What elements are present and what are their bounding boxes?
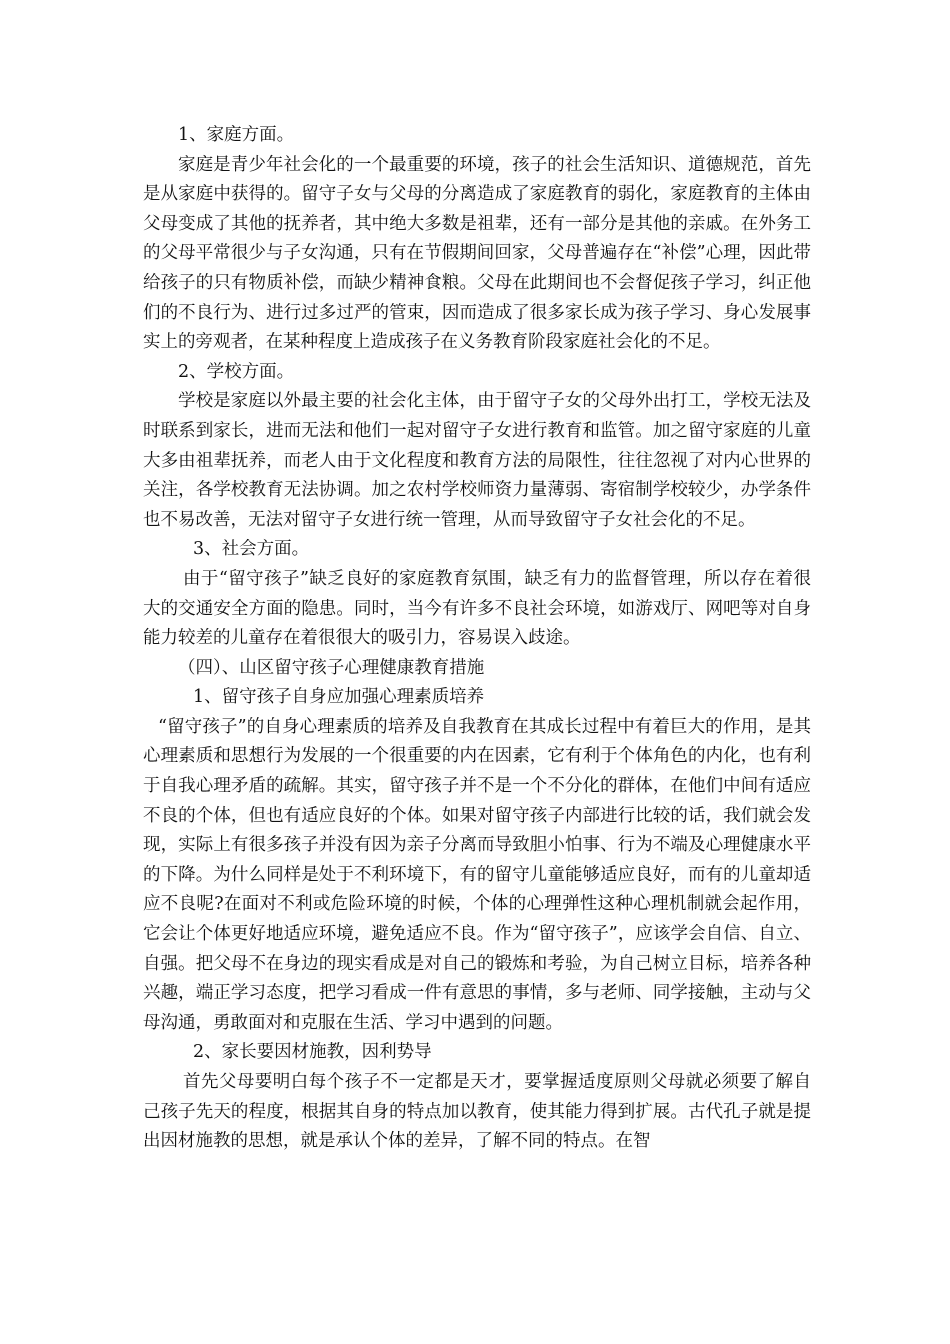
chapter-heading-measures: （四）、山区留守孩子心理健康教育措施 [178,657,485,678]
section-heading-family: 1、家庭方面。 [178,125,295,145]
section-heading-society: 3、社会方面。 [193,539,310,560]
paragraph-family: 家庭是青少年社会化的一个最重要的环境，孩子的社会生活知识、道德规范，首先是从家庭中获得的。留守子女与父母的分离造成了家庭教育的弱化，家庭教育的主体由父母变成了其他的抚养者，其中绝大多数是祖辈，还有一部分是其他的亲戚。在外务工的父母平常很少与子女沟通，只有在节假期间回家，父母普遍存在“补偿”心理，因此带给孩子的只有物质补偿，而缺少精神食粮。父母在此期间也不会督促孩子学习，纠正他们的不良行为、进行过多过严的管束，因而造成了很多家长成为孩子学习、身心发展事实上的旁观者，在某种程度上造成孩子在义务教育阶段家庭社会化的不足。 [143,154,811,353]
section-heading-school: 2、学校方面。 [178,361,295,382]
paragraph-parents: 首先父母要明白每个孩子不一定都是天才，要掌握适度原则父母就必须要了解自己孩子先天的程度，根据其自身的特点加以教育，使其能力得到扩展。古代孔子就是提出因材施教的思想，就是承认个体的差异，了解不同的特点。在智 [143,1072,811,1152]
paragraph-society: 由于“留守孩子”缺乏良好的家庭教育氛围，缺乏有力的监督管理，所以存在着很大的交通安全方面的隐患。同时，当今有许多不良社会环境，如游戏厅、网吧等对自身能力较差的儿童存在着很很大的吸引力，容易误入歧途。 [143,568,811,649]
paragraph-self-quality: “留守孩子”的自身心理素质的培养及自我教育在其成长过程中有着巨大的作用，是其心理素质和思想行为发展的一个很重要的内在因素，它有利于个体角色的内化，也有利于自我心理矛盾的疏解。其实，留守孩子并不是一个不分化的群体，在他们中间有适应不良的个体，但也有适应良好的个体。如果对留守孩子内部进行比较的话，我们就会发现，实际上有很多孩子并没有因为亲子分离而导致胆小怕事、行为不端及心理健康水平的下降。为什么同样是处于不利环境下，有的留守儿童能够适应良好，而有的儿童却适应不良呢?在面对不利或危险环境的时候，个体的心理弹性这种心理机制就会起作用，它会让个体更好地适应环境，避免适应不良。作为“留守孩子”，应该学会自信、自立、自强。把父母不在身边的现实看成是对自己的锻炼和考验，为自己树立目标，培养各种兴趣，端正学习态度，把学习看成一件有意思的事情，多与老师、同学接触，主动与父母沟通，勇敢面对和克服在生活、学习中遇到的问题。 [143,716,811,1033]
section-heading-self-quality: 1、留守孩子自身应加强心理素质培养 [193,687,485,708]
paragraph-school: 学校是家庭以外最主要的社会化主体，由于留守子女的父母外出打工，学校无法及时联系到家长，进而无法和他们一起对留守子女进行教育和监管。加之留守家庭的儿童大多由祖辈抚养，而老人由于文化程度和教育方法的局限性，往往忽视了对内心世界的关注，各学校教育无法协调。加之农村学校师资力量薄弱、寄宿制学校较少，办学条件也不易改善，无法对留守子女进行统一管理，从而导致留守子女社会化的不足。 [143,391,811,530]
section-heading-parents: 2、家长要因材施教，因利势导 [193,1042,432,1063]
document-body [143,121,811,1157]
